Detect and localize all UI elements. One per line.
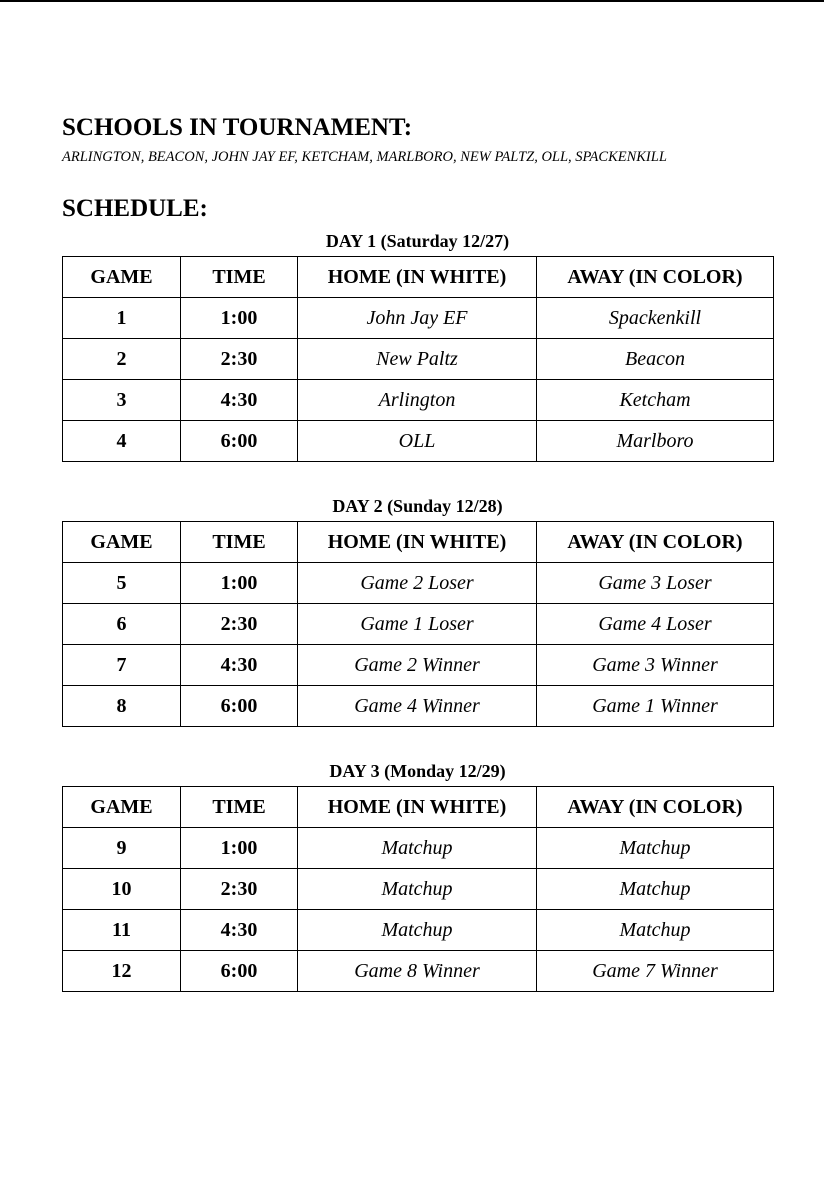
away-team: Matchup bbox=[537, 910, 774, 951]
game-number: 10 bbox=[63, 869, 181, 910]
table-row bbox=[63, 339, 774, 380]
game-time: 1:00 bbox=[181, 828, 298, 869]
day-2-table bbox=[62, 521, 774, 727]
day-1-table bbox=[62, 256, 774, 462]
game-number: 9 bbox=[63, 828, 181, 869]
away-team: Game 3 Loser bbox=[537, 563, 774, 604]
home-team: Arlington bbox=[298, 380, 537, 421]
table-header-row bbox=[63, 257, 774, 298]
home-team: Matchup bbox=[298, 869, 537, 910]
day-3-title: DAY 3 (Monday 12/29) bbox=[329, 761, 506, 781]
game-time: 2:30 bbox=[181, 604, 298, 645]
game-number: 3 bbox=[63, 380, 181, 421]
game-number: 8 bbox=[63, 686, 181, 727]
away-team: Ketcham bbox=[537, 380, 774, 421]
home-team: OLL bbox=[298, 421, 537, 462]
away-team: Matchup bbox=[537, 869, 774, 910]
column-header-time: TIME bbox=[181, 257, 298, 298]
table-row bbox=[63, 645, 774, 686]
day-2-title: DAY 2 (Sunday 12/28) bbox=[332, 496, 503, 516]
home-team: Game 8 Winner bbox=[298, 951, 537, 992]
column-header-time: TIME bbox=[181, 787, 298, 828]
column-header-away: AWAY (IN COLOR) bbox=[537, 522, 774, 563]
table-row bbox=[63, 951, 774, 992]
game-time: 2:30 bbox=[181, 869, 298, 910]
column-header-time: TIME bbox=[181, 522, 298, 563]
home-team: New Paltz bbox=[298, 339, 537, 380]
game-time: 2:30 bbox=[181, 339, 298, 380]
away-team: Marlboro bbox=[537, 421, 774, 462]
table-header-row bbox=[63, 522, 774, 563]
table-row bbox=[63, 869, 774, 910]
home-team: John Jay EF bbox=[298, 298, 537, 339]
away-team: Game 4 Loser bbox=[537, 604, 774, 645]
game-time: 1:00 bbox=[181, 298, 298, 339]
home-team: Game 2 Loser bbox=[298, 563, 537, 604]
game-number: 1 bbox=[63, 298, 181, 339]
home-team: Game 1 Loser bbox=[298, 604, 537, 645]
game-number: 7 bbox=[63, 645, 181, 686]
column-header-home: HOME (IN WHITE) bbox=[298, 787, 537, 828]
column-header-away: AWAY (IN COLOR) bbox=[537, 787, 774, 828]
column-header-home: HOME (IN WHITE) bbox=[298, 522, 537, 563]
table-row bbox=[63, 604, 774, 645]
away-team: Game 1 Winner bbox=[537, 686, 774, 727]
game-number: 11 bbox=[63, 910, 181, 951]
column-header-game: GAME bbox=[63, 257, 181, 298]
game-time: 6:00 bbox=[181, 421, 298, 462]
game-time: 1:00 bbox=[181, 563, 298, 604]
away-team: Matchup bbox=[537, 828, 774, 869]
table-row bbox=[63, 421, 774, 462]
home-team: Game 4 Winner bbox=[298, 686, 537, 727]
away-team: Spackenkill bbox=[537, 298, 774, 339]
table-row bbox=[63, 828, 774, 869]
column-header-home: HOME (IN WHITE) bbox=[298, 257, 537, 298]
game-time: 4:30 bbox=[181, 380, 298, 421]
game-time: 6:00 bbox=[181, 686, 298, 727]
table-row bbox=[63, 298, 774, 339]
game-number: 2 bbox=[63, 339, 181, 380]
schools-list: ARLINGTON, BEACON, JOHN JAY EF, KETCHAM, MARLBORO, NEW PALTZ, OLL, SPACKENKILL bbox=[62, 149, 667, 165]
away-team: Game 3 Winner bbox=[537, 645, 774, 686]
home-team: Matchup bbox=[298, 828, 537, 869]
home-team: Matchup bbox=[298, 910, 537, 951]
game-number: 4 bbox=[63, 421, 181, 462]
table-row bbox=[63, 380, 774, 421]
day-3-table bbox=[62, 786, 774, 992]
table-row bbox=[63, 563, 774, 604]
game-time: 4:30 bbox=[181, 645, 298, 686]
game-time: 6:00 bbox=[181, 951, 298, 992]
table-header-row bbox=[63, 787, 774, 828]
away-team: Game 7 Winner bbox=[537, 951, 774, 992]
game-number: 5 bbox=[63, 563, 181, 604]
schools-heading: SCHOOLS IN TOURNAMENT: bbox=[62, 114, 413, 141]
game-number: 12 bbox=[63, 951, 181, 992]
top-border-line bbox=[0, 0, 824, 2]
column-header-game: GAME bbox=[63, 787, 181, 828]
table-row bbox=[63, 686, 774, 727]
game-time: 4:30 bbox=[181, 910, 298, 951]
column-header-game: GAME bbox=[63, 522, 181, 563]
away-team: Beacon bbox=[537, 339, 774, 380]
column-header-away: AWAY (IN COLOR) bbox=[537, 257, 774, 298]
home-team: Game 2 Winner bbox=[298, 645, 537, 686]
day-1-title: DAY 1 (Saturday 12/27) bbox=[325, 231, 510, 251]
schedule-heading: SCHEDULE: bbox=[62, 195, 208, 222]
game-number: 6 bbox=[63, 604, 181, 645]
table-row bbox=[63, 910, 774, 951]
